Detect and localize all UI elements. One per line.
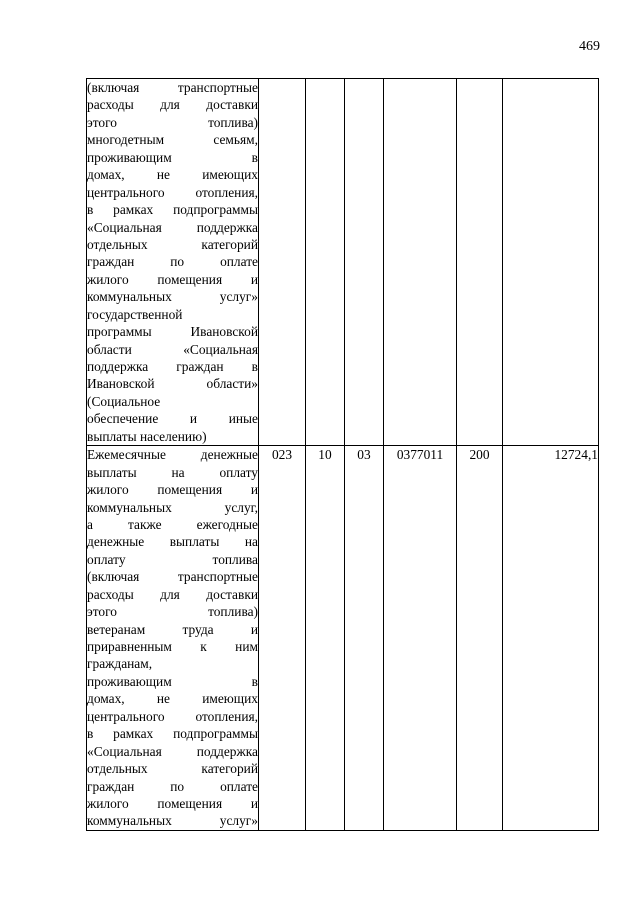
description-line: [87, 778, 258, 795]
description-word: услуг»: [219, 289, 258, 305]
description-line: [87, 323, 258, 340]
page-number: 469: [579, 39, 600, 54]
description-word: имеющих: [202, 167, 258, 183]
description-word: денежные: [200, 447, 258, 463]
description-word: а: [87, 516, 93, 532]
description-word: «Социальная: [183, 341, 258, 357]
description-word: расходы: [87, 97, 134, 113]
description-word: поддержка: [196, 219, 258, 235]
section-code-cell: 10: [306, 446, 345, 831]
description-word: обеспечение: [87, 411, 159, 427]
description-word: коммунальных: [87, 499, 172, 515]
description-word: категорий: [201, 236, 258, 252]
description-word: и: [250, 482, 258, 498]
description-line: [87, 219, 258, 236]
description-line: [87, 166, 258, 183]
description-word: (включая: [87, 80, 140, 95]
description-word: выплаты: [169, 534, 220, 550]
description-line: [87, 131, 258, 148]
target-article-cell: 0377011: [384, 446, 457, 831]
description-line: [87, 96, 258, 113]
description-cell: [87, 446, 259, 831]
description-word: также: [128, 516, 162, 532]
description-line: [87, 655, 258, 672]
description-word: поддержка: [196, 743, 258, 759]
description-word: граждан: [87, 778, 135, 794]
description-word: центрального: [87, 708, 165, 724]
description-word: «Социальная: [87, 743, 162, 759]
description-word: денежные: [87, 534, 145, 550]
description-word: в: [251, 149, 258, 165]
description-word: центрального: [87, 184, 165, 200]
description-word: (Социальное: [87, 393, 161, 409]
description-word: отопления,: [195, 708, 258, 724]
description-word: не: [156, 167, 170, 183]
description-line: [87, 236, 258, 253]
description-word: рамках: [113, 202, 154, 218]
description-word: оплате: [220, 254, 258, 270]
description-word: оплату: [87, 551, 126, 567]
description-line: [87, 725, 258, 742]
description-word: отдельных: [87, 236, 148, 252]
description-word: по: [170, 254, 185, 270]
description-word: области: [87, 341, 132, 357]
description-word: в: [251, 359, 258, 374]
description-line: [87, 690, 258, 707]
description-word: приравненным: [87, 639, 172, 654]
description-line: [87, 743, 258, 760]
description-word: услуг»: [219, 813, 258, 829]
description-word: выплаты населению): [87, 428, 207, 444]
description-word: коммунальных: [87, 289, 172, 305]
description-line: [87, 516, 258, 533]
description-word: области»: [206, 376, 258, 392]
description-word: этого: [87, 114, 117, 130]
description-line: [87, 410, 258, 427]
description-line: [87, 428, 258, 445]
target-article-cell: [384, 79, 457, 446]
description-line: [87, 288, 258, 305]
description-word: иные: [228, 411, 258, 427]
budget-table: [86, 78, 599, 831]
description-word: проживающим: [87, 149, 172, 165]
description-word: в: [87, 202, 94, 218]
description-line: [87, 795, 258, 812]
description-line: [87, 149, 258, 166]
description-word: топлива: [212, 551, 258, 567]
description-word: жилого: [87, 482, 129, 498]
description-word: оплату: [219, 464, 258, 480]
description-line: [87, 271, 258, 288]
description-line: [87, 499, 258, 516]
description-line: [87, 812, 258, 829]
description-word: поддержка: [87, 359, 149, 374]
description-line: [87, 201, 258, 218]
table-row: [87, 446, 599, 831]
ministry-code-cell: 023: [259, 446, 306, 831]
description-word: Ежемесячные: [87, 447, 166, 463]
description-line: [87, 638, 258, 655]
description-word: и: [250, 795, 258, 811]
section-code-cell: [306, 79, 345, 446]
description-line: [87, 79, 258, 96]
description-word: транспортные: [177, 80, 258, 95]
description-word: категорий: [201, 761, 258, 777]
description-word: семьям,: [213, 132, 258, 148]
description-word: программы: [87, 324, 152, 340]
description-line: [87, 603, 258, 620]
description-line: [87, 568, 258, 585]
description-word: к: [200, 639, 207, 654]
description-word: «Социальная: [87, 219, 162, 235]
description-word: ветеранам: [87, 621, 146, 637]
description-line: [87, 393, 258, 410]
description-line: [87, 358, 258, 375]
description-line: [87, 375, 258, 392]
description-line: [87, 446, 258, 463]
description-word: и: [250, 271, 258, 287]
description-word: труда: [182, 621, 214, 637]
description-word: в: [251, 673, 258, 689]
description-word: коммунальных: [87, 813, 172, 829]
description-word: услуг,: [224, 499, 258, 515]
description-word: расходы: [87, 586, 134, 602]
description-word: доставки: [206, 97, 258, 113]
description-word: граждан: [87, 254, 135, 270]
description-word: транспортные: [177, 569, 258, 585]
description-word: подпрограммы: [173, 202, 258, 218]
description-line: [87, 341, 258, 358]
description-line: [87, 551, 258, 568]
description-word: (включая: [87, 569, 140, 585]
amount-cell: [503, 79, 599, 446]
description-word: оплате: [220, 778, 258, 794]
description-word: отопления,: [195, 184, 258, 200]
ministry-code-cell: [259, 79, 306, 446]
description-word: отдельных: [87, 761, 148, 777]
description-word: этого: [87, 604, 117, 620]
description-word: на: [244, 534, 258, 550]
description-word: подпрограммы: [173, 726, 258, 742]
subsection-code-cell: [345, 79, 384, 446]
description-word: и: [250, 621, 258, 637]
description-word: помещения: [157, 482, 223, 498]
description-word: и: [189, 411, 198, 427]
description-line: [87, 253, 258, 270]
description-word: граждан: [176, 359, 224, 374]
description-word: ежегодные: [196, 516, 258, 532]
expense-type-cell: 200: [457, 446, 503, 831]
description-word: не: [156, 691, 170, 707]
description-word: гражданам,: [87, 656, 153, 672]
description-word: имеющих: [202, 691, 258, 707]
description-line: [87, 621, 258, 638]
table-row: [87, 79, 599, 446]
expense-type-cell: [457, 79, 503, 446]
description-word: жилого: [87, 271, 129, 287]
description-word: ним: [235, 639, 258, 654]
description-line: [87, 760, 258, 777]
description-word: топлива): [208, 604, 258, 620]
description-word: Ивановской: [87, 376, 155, 392]
description-word: многодетным: [87, 132, 165, 148]
description-word: домах,: [87, 167, 125, 183]
description-word: доставки: [206, 586, 258, 602]
description-line: [87, 586, 258, 603]
description-line: [87, 533, 258, 550]
description-word: для: [160, 97, 180, 113]
description-cell: [87, 79, 259, 446]
description-line: [87, 708, 258, 725]
description-word: топлива): [208, 114, 258, 130]
description-word: выплаты: [87, 464, 137, 480]
description-line: [87, 673, 258, 690]
description-word: жилого: [87, 795, 129, 811]
description-word: на: [171, 464, 185, 480]
description-line: [87, 464, 258, 481]
description-word: для: [160, 586, 180, 602]
description-word: рамках: [113, 726, 154, 742]
amount-cell: 12724,1: [503, 446, 599, 831]
description-line: [87, 114, 258, 131]
description-word: помещения: [157, 795, 223, 811]
description-word: проживающим: [87, 673, 172, 689]
subsection-code-cell: 03: [345, 446, 384, 831]
description-word: помещения: [157, 271, 223, 287]
description-word: домах,: [87, 691, 125, 707]
description-word: в: [87, 726, 94, 742]
description-word: по: [170, 778, 185, 794]
description-line: [87, 481, 258, 498]
description-word: Ивановской: [190, 324, 258, 340]
description-line: [87, 306, 258, 323]
description-line: [87, 184, 258, 201]
description-word: государственной: [87, 306, 183, 322]
